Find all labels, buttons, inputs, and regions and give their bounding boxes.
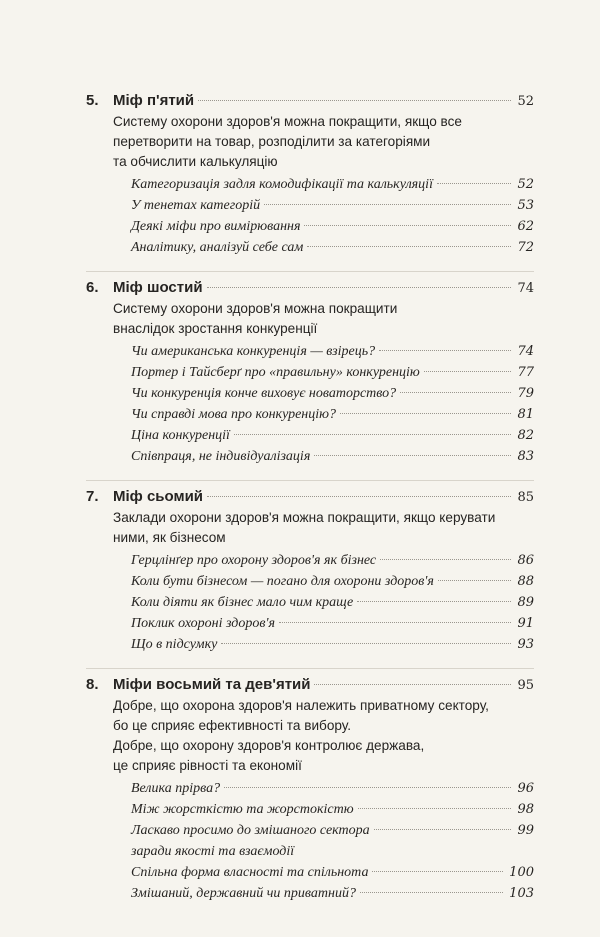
chapter-title: Міф шостий xyxy=(113,279,203,296)
dot-leader xyxy=(400,392,511,393)
section-entry[interactable] xyxy=(131,550,534,571)
toc-chapter xyxy=(86,271,534,475)
dot-leader xyxy=(307,246,511,247)
page-number: 95 xyxy=(517,678,534,693)
section-title xyxy=(131,237,303,258)
section-entry[interactable] xyxy=(131,174,534,195)
section-title xyxy=(131,634,217,655)
table-of-contents xyxy=(86,90,534,917)
chapter-heading[interactable] xyxy=(86,486,534,508)
page-number: 89 xyxy=(517,595,534,610)
page-number: 81 xyxy=(517,407,534,422)
page-number: 99 xyxy=(517,823,534,838)
section-title xyxy=(131,883,356,904)
section-entry[interactable] xyxy=(131,237,534,258)
description-line: Систему охорони здоров'я можна покращити xyxy=(113,301,398,316)
chapter-title: Міф п'ятий xyxy=(113,92,195,109)
page-number: 86 xyxy=(517,553,534,568)
toc-chapter xyxy=(86,668,534,912)
section-entry[interactable] xyxy=(131,446,534,467)
section-title-line: Поклик охороні здоров'я xyxy=(131,616,275,631)
page-number: 85 xyxy=(517,490,534,505)
section-title xyxy=(131,195,260,216)
page-number: 79 xyxy=(517,386,534,401)
section-entry[interactable] xyxy=(131,571,534,592)
section-title xyxy=(131,216,300,237)
section-entry[interactable] xyxy=(131,820,534,862)
section-title xyxy=(131,341,375,362)
description-line: це сприяє рівності та економії xyxy=(113,758,302,773)
description-line: Добре, що охорона здоров'я належить приватному сектору, xyxy=(113,698,489,713)
dot-leader xyxy=(357,601,511,602)
chapter-title: Міфи восьмий та дев'ятий xyxy=(113,676,311,693)
chapter-number: 6. xyxy=(86,279,99,296)
dot-leader xyxy=(424,371,512,372)
page-number: 77 xyxy=(517,365,534,380)
chapter-heading[interactable] xyxy=(86,277,534,299)
section-title-line: Аналітику, аналізуй себе сам xyxy=(131,240,304,255)
dot-leader xyxy=(380,559,511,560)
section-entry[interactable] xyxy=(131,341,534,362)
section-title-line: Співпраця, не індивідуалізація xyxy=(131,449,311,464)
dot-leader xyxy=(234,434,512,435)
chapter-heading[interactable] xyxy=(86,90,534,112)
section-entry[interactable] xyxy=(131,634,534,655)
dot-leader xyxy=(438,580,512,581)
section-list xyxy=(131,778,534,904)
toc-chapter xyxy=(86,480,534,663)
section-entry[interactable] xyxy=(131,799,534,820)
section-list xyxy=(131,341,534,467)
section-title-line: Чи справді мова про конкуренцію? xyxy=(131,407,337,422)
page-number: 98 xyxy=(517,802,534,817)
section-entry[interactable] xyxy=(131,883,534,904)
section-entry[interactable] xyxy=(131,404,534,425)
dot-leader xyxy=(279,622,512,623)
section-title-line: У тенетах категорій xyxy=(131,198,261,213)
section-title-line: Чи конкуренція конче виховує новаторство? xyxy=(131,386,397,401)
section-entry[interactable] xyxy=(131,778,534,799)
chapter-number: 7. xyxy=(86,488,99,505)
section-entry[interactable] xyxy=(131,425,534,446)
chapter-title: Міф сьомий xyxy=(113,488,204,505)
dot-leader xyxy=(224,787,511,788)
section-title xyxy=(131,550,376,571)
dot-leader xyxy=(198,100,511,101)
chapter-description xyxy=(113,696,534,776)
section-title xyxy=(131,404,336,425)
page-number: 83 xyxy=(517,449,534,464)
description-line: бо це сприяє ефективності та вибору. xyxy=(113,718,352,733)
chapter-heading[interactable] xyxy=(86,674,534,696)
section-title-line: Герцлінґер про охорону здоров'я як бізнес xyxy=(131,553,377,568)
chapter-description xyxy=(113,508,534,548)
description-line: внаслідок зростання конкуренції xyxy=(113,321,318,336)
description-line: Добре, що охорону здоров'я контролює держава, xyxy=(113,738,425,753)
toc-chapter xyxy=(86,90,534,266)
section-title-line: Між жорсткістю та жорстокістю xyxy=(131,802,354,817)
section-list xyxy=(131,174,534,258)
section-entry[interactable] xyxy=(131,383,534,404)
page-number: 100 xyxy=(509,865,534,880)
section-title-line: Ласкаво просимо до змішаного сектора xyxy=(131,823,370,838)
section-entry[interactable] xyxy=(131,216,534,237)
section-title-line: Спільна форма власності та спільнота xyxy=(131,865,369,880)
section-title-line: Портер і Тайсберґ про «правильну» конкуренцію xyxy=(131,365,420,380)
section-title-line: Коли бути бізнесом — погано для охорони здоров'я xyxy=(131,574,434,589)
description-line: перетворити на товар, розподілити за категоріями xyxy=(113,134,431,149)
section-title-line: Чи американська конкуренція — взірець? xyxy=(131,344,376,359)
section-title xyxy=(131,799,354,820)
section-title-line: Що в підсумку xyxy=(131,637,218,652)
section-title-line: Ціна конкуренції xyxy=(131,428,230,443)
section-title-line: Змішаний, державний чи приватний? xyxy=(131,886,356,901)
dot-leader xyxy=(221,643,511,644)
dot-leader xyxy=(314,455,511,456)
chapter-number: 5. xyxy=(86,92,99,109)
dot-leader xyxy=(340,413,511,414)
page-number: 82 xyxy=(517,428,534,443)
dot-leader xyxy=(264,204,511,205)
dot-leader xyxy=(379,350,511,351)
page-number: 52 xyxy=(517,94,534,109)
page-number: 74 xyxy=(517,344,534,359)
page-number: 91 xyxy=(517,616,534,631)
description-line: та обчислити калькуляцію xyxy=(113,154,278,169)
page-number: 96 xyxy=(517,781,534,796)
page-number: 74 xyxy=(517,281,534,296)
section-title xyxy=(131,174,433,195)
section-title xyxy=(131,862,368,883)
page-number: 93 xyxy=(517,637,534,652)
dot-leader xyxy=(437,183,511,184)
description-line: Систему охорони здоров'я можна покращити, якщо все xyxy=(113,114,462,129)
section-title xyxy=(131,592,353,613)
page-number: 72 xyxy=(517,240,534,255)
section-title-line: Деякі міфи про вимірювання xyxy=(131,219,301,234)
section-title xyxy=(131,613,275,634)
section-entry[interactable] xyxy=(131,613,534,634)
dot-leader xyxy=(360,892,503,893)
dot-leader xyxy=(358,808,512,809)
chapter-description xyxy=(113,112,534,172)
section-title-line: Категоризація задля комодифікації та калькуляції xyxy=(131,177,433,192)
dot-leader xyxy=(374,829,512,830)
section-title xyxy=(131,446,310,467)
page-number: 62 xyxy=(517,219,534,234)
section-title-line: Коли діяти як бізнес мало чим краще xyxy=(131,595,354,610)
page-number: 53 xyxy=(517,198,534,213)
section-title-line: заради якості та взаємодії xyxy=(131,844,295,859)
section-title xyxy=(131,425,230,446)
section-list xyxy=(131,550,534,655)
description-line: Заклади охорони здоров'я можна покращити, якщо керувати xyxy=(113,510,496,525)
section-entry[interactable] xyxy=(131,592,534,613)
dot-leader xyxy=(304,225,511,226)
chapter-description xyxy=(113,299,534,339)
dot-leader xyxy=(207,287,512,288)
section-entry[interactable] xyxy=(131,195,534,216)
section-title xyxy=(131,362,420,383)
section-entry[interactable] xyxy=(131,862,534,883)
dot-leader xyxy=(372,871,503,872)
dot-leader xyxy=(207,496,511,497)
page-number: 88 xyxy=(517,574,534,589)
section-title xyxy=(131,571,434,592)
section-title-line: Велика прірва? xyxy=(131,781,221,796)
section-title xyxy=(131,383,396,404)
page-number: 52 xyxy=(517,177,534,192)
section-title xyxy=(131,820,370,862)
section-title xyxy=(131,778,220,799)
dot-leader xyxy=(314,684,511,685)
chapter-number: 8. xyxy=(86,676,99,693)
page-number: 103 xyxy=(509,886,534,901)
section-entry[interactable] xyxy=(131,362,534,383)
description-line: ними, як бізнесом xyxy=(113,530,226,545)
